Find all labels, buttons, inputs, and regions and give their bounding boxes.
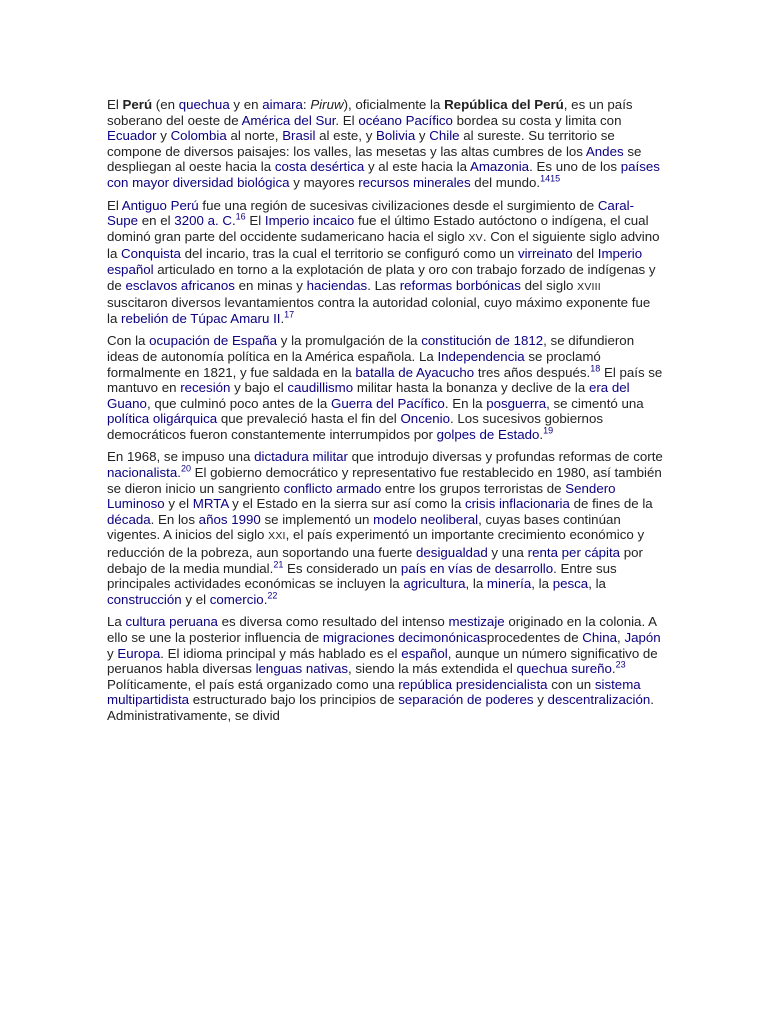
article-link[interactable]: Sendero Luminoso [107,480,616,512]
article-link[interactable]: Imperio incaico [264,213,355,229]
text-run: de fines de la [569,496,653,512]
article-link[interactable]: Oncenio [400,411,450,427]
article-link[interactable]: virreinato [517,246,573,262]
article-link[interactable]: comercio [209,591,264,607]
text-run: al sureste. Su territorio se compone de diversos paisajes: los valles, las mesetas y las altas cumbres de los [107,128,615,159]
article-link[interactable]: separación de poderes [398,692,534,708]
text-run: del [572,246,598,262]
article-link[interactable]: Europa [117,645,161,661]
text-run: , el país experimentó un importante crecimiento económico y reducción de la pobreza, aun soportando una fuerte [107,527,645,561]
text-run: , la [465,576,487,592]
article-paragraph [107,198,663,327]
article-link[interactable]: español [401,645,448,661]
text-run: se despliegan al oeste hacia la [107,143,642,175]
century-numeral: XVIII [577,280,601,293]
text-run: En 1968, se impuso una [107,449,255,465]
article-link[interactable]: Bolivia [376,128,416,144]
text-run: y mayores [289,174,359,190]
bold-term: Perú [122,97,153,112]
text-run: del incario, tras la cual el territorio se configuró como un [180,246,518,262]
article-link[interactable]: océano Pacífico [358,112,453,128]
article-link[interactable]: haciendas [306,277,368,293]
text-run: . Los sucesivos gobiernos democráticos fueron constantemente interrumpidos por [107,411,603,442]
text-run: en el [138,213,175,229]
reference-superscript[interactable]: 20 [180,463,191,474]
article-link[interactable]: construcción [107,591,182,607]
text-run: . En los [150,511,199,527]
text-run: . Las [367,277,400,293]
article-link[interactable]: país en vías de desarrollo [400,560,554,576]
text-run: fue una región de sucesivas civilizaciones desde el surgimiento de [198,197,598,213]
text-run: . Administrativamente, se divid [107,692,654,723]
text-run: que introdujo diversas y profundas reformas de corte [347,449,663,465]
text-run: con un [547,676,595,692]
bold-term: República del Perú [444,97,564,112]
reference-superscript[interactable]: 16 [235,211,246,222]
text-run: bordea su costa y limita con [452,112,622,128]
article-link[interactable]: Amazonia [469,159,530,175]
article-link[interactable]: Guerra del Pacífico [331,395,445,411]
text-run: se implementó un [260,511,374,527]
text-run: estructurado bajo los principios de [189,692,399,708]
article-link[interactable]: mestizaje [448,614,505,630]
text-run: El [245,213,265,229]
text-run: El [107,197,122,213]
reference-superscript[interactable]: 17 [284,309,295,320]
article-link[interactable]: América del Sur [241,112,336,128]
text-run: , se difundieron ideas de autonomía política en la América española. La [107,333,635,364]
article-link[interactable]: Independencia [437,348,525,364]
text-run: . El [335,112,359,128]
article-link[interactable]: agricultura [403,576,466,592]
text-run: y en [229,97,263,112]
text-run: , [617,630,625,645]
article-link[interactable]: política oligárquica [107,411,218,427]
article-link[interactable]: lenguas nativas [255,661,348,677]
text-run: y al este hacia la [364,159,470,175]
text-run: El gobierno democrático y representativo fue restablecido en 1980, así también se dieron inicio un sangriento [107,465,662,496]
text-run: y el [164,496,193,512]
article-link[interactable]: costa desértica [274,159,365,175]
article-link[interactable]: ocupación de España [149,333,278,349]
text-run: y [156,128,171,144]
text-run: , es un país soberano del oeste de [107,97,633,128]
article-link[interactable]: recursos minerales [358,174,471,190]
text-run: que prevaleció hasta el fin del [217,411,401,427]
article-link[interactable]: recesión [180,380,231,396]
text-run: y bajo el [230,380,288,396]
text-run: . Es uno de los [529,159,621,175]
text-run: al norte, [226,128,283,144]
text-run: , la [588,576,606,592]
text-run: del siglo [520,277,578,293]
article-body [107,97,663,731]
article-link[interactable]: desigualdad [416,545,488,561]
reference-superscript[interactable]: 18 [590,363,601,374]
article-link[interactable]: caudillismo [287,380,354,396]
article-link[interactable]: años 1990 [198,511,261,527]
article-link[interactable]: migraciones decimonónicas [322,630,487,645]
italic-term: Piruw [310,97,344,112]
text-run: , la [531,576,553,592]
article-link[interactable]: minería [486,576,532,592]
article-link[interactable]: quechua [178,97,230,112]
text-run: , que culminó poco antes de la [146,395,331,411]
article-link[interactable]: era del Guano [107,380,630,411]
article-link[interactable]: posguerra [486,395,547,411]
text-run: . [177,465,181,481]
text-run: . Entre sus principales actividades económicas se incluyen la [107,560,617,592]
reference-superscript[interactable]: 1415 [540,173,561,184]
text-run: . [611,661,616,677]
text-run: articulado en torno a la explotación de plata y oro con trabajo forzado de indígenas y de [107,261,656,293]
text-run: en minas y [234,277,307,293]
article-link[interactable]: golpes de Estado [436,426,540,442]
century-numeral: XXI [268,530,286,543]
text-run: , cuyas bases continúan vigentes. A inicios del siglo [107,511,621,543]
text-run: El [107,97,123,112]
reference-superscript[interactable]: 19 [543,425,554,436]
text-run: La [107,614,126,630]
article-link[interactable]: quechua sureño [516,661,612,677]
text-run: : [302,97,311,112]
text-run: El país se mantuvo en [107,364,663,396]
article-link[interactable]: constitución de 1812 [421,333,544,349]
text-run: y el [181,591,210,607]
article-link[interactable]: dictadura militar [254,449,348,465]
article-link[interactable]: Brasil [282,128,316,144]
article-link[interactable]: década [107,511,151,527]
text-run: originado en la colonia. A ello se une la posterior influencia de [107,614,657,645]
article-link[interactable]: Antiguo Perú [121,197,199,213]
article-link[interactable]: pesca [552,576,589,592]
text-run: . El idioma principal y más hablado es el [160,645,402,661]
text-run: y [107,645,118,661]
reference-superscript[interactable]: 22 [267,590,278,601]
text-run: y [415,128,430,144]
text-run: . [539,426,544,442]
text-run: . [263,591,268,607]
text-run: Es considerado un [283,560,401,576]
reference-superscript[interactable]: 21 [273,559,284,570]
text-run: se proclamó formalmente en 1821, y fue saldada en la [107,348,601,380]
article-link[interactable]: descentralización [547,692,651,708]
article-link[interactable]: cultura peruana [125,614,218,630]
article-link[interactable]: aimara [262,97,303,112]
article-link[interactable]: Imperio español [107,246,643,277]
article-link[interactable]: batalla de Ayacucho [355,364,475,380]
article-link[interactable]: Ecuador [107,128,157,144]
article-link[interactable]: crisis inflacionaria [464,496,570,512]
article-link[interactable]: Japón [624,630,661,645]
text-run: (en [152,97,179,112]
article-link[interactable]: MRTA [192,496,229,512]
article-paragraph [107,614,663,723]
text-run: y el Estado en la sierra sur así como la [228,496,465,512]
text-run: , aunque un número significativo de peruanos habla diversas [107,645,658,677]
article-link[interactable]: conflicto armado [283,480,382,496]
article-link[interactable]: rebelión de Túpac Amaru II [121,310,281,326]
text-run: Políticamente, el país está organizado como una [107,676,399,692]
article-link[interactable]: Andes [585,143,624,159]
article-link[interactable]: esclavos africanos [125,277,235,293]
article-link[interactable]: república presidencialista [398,676,548,692]
article-paragraph [107,449,663,607]
article-link[interactable]: modelo neoliberal [373,511,479,527]
article-link[interactable]: países con mayor diversidad biológica [107,159,660,190]
article-link[interactable]: nacionalista [107,465,178,481]
article-link[interactable]: Colombia [170,128,227,144]
text-run: tres años después. [474,364,591,380]
text-run: ), oficialmente la [343,97,445,112]
article-link[interactable]: 3200 a. C. [174,213,236,229]
article-link[interactable]: renta per cápita [527,545,621,561]
text-run: del mundo. [470,174,541,190]
text-run: , siendo la más extendida el [347,661,517,677]
text-run: fue el último Estado autóctono o indígena, el cual dominó gran parte del occidente sudamericano hacia el siglo [107,213,649,244]
text-run: Con la [107,333,150,349]
text-run: procedentes de [486,630,583,645]
article-paragraph [107,97,663,191]
text-run: . En la [444,395,487,411]
reference-superscript[interactable]: 23 [615,659,626,670]
article-link[interactable]: Conquista [121,246,181,262]
article-link[interactable]: sistema multipartidista [107,676,641,708]
text-run: y la promulgación de la [277,333,422,349]
article-link[interactable]: China [582,630,618,645]
text-run: por debajo de la media mundial. [107,545,643,576]
text-run: . Con el siguiente siglo advino la [107,228,660,262]
article-link[interactable]: Chile [429,128,460,144]
text-run: al este, y [315,128,377,144]
text-run: militar hasta la bonanza y declive de la [353,380,589,396]
text-run: . [280,310,285,326]
century-numeral: XV [468,231,483,244]
text-run: suscitaron diversos levantamientos contra la autoridad colonial, cuyo máximo exponente fue la [107,295,651,326]
text-run: entre los grupos terroristas de [381,480,566,496]
article-link[interactable]: Caral-Supe [107,197,635,229]
text-run: es diversa como resultado del intenso [217,614,449,630]
article-link[interactable]: reformas borbónicas [399,277,521,293]
text-run: , se cimentó una [546,395,644,411]
text-run: y una [487,545,528,561]
text-run: y [533,692,548,708]
article-paragraph [107,333,663,442]
